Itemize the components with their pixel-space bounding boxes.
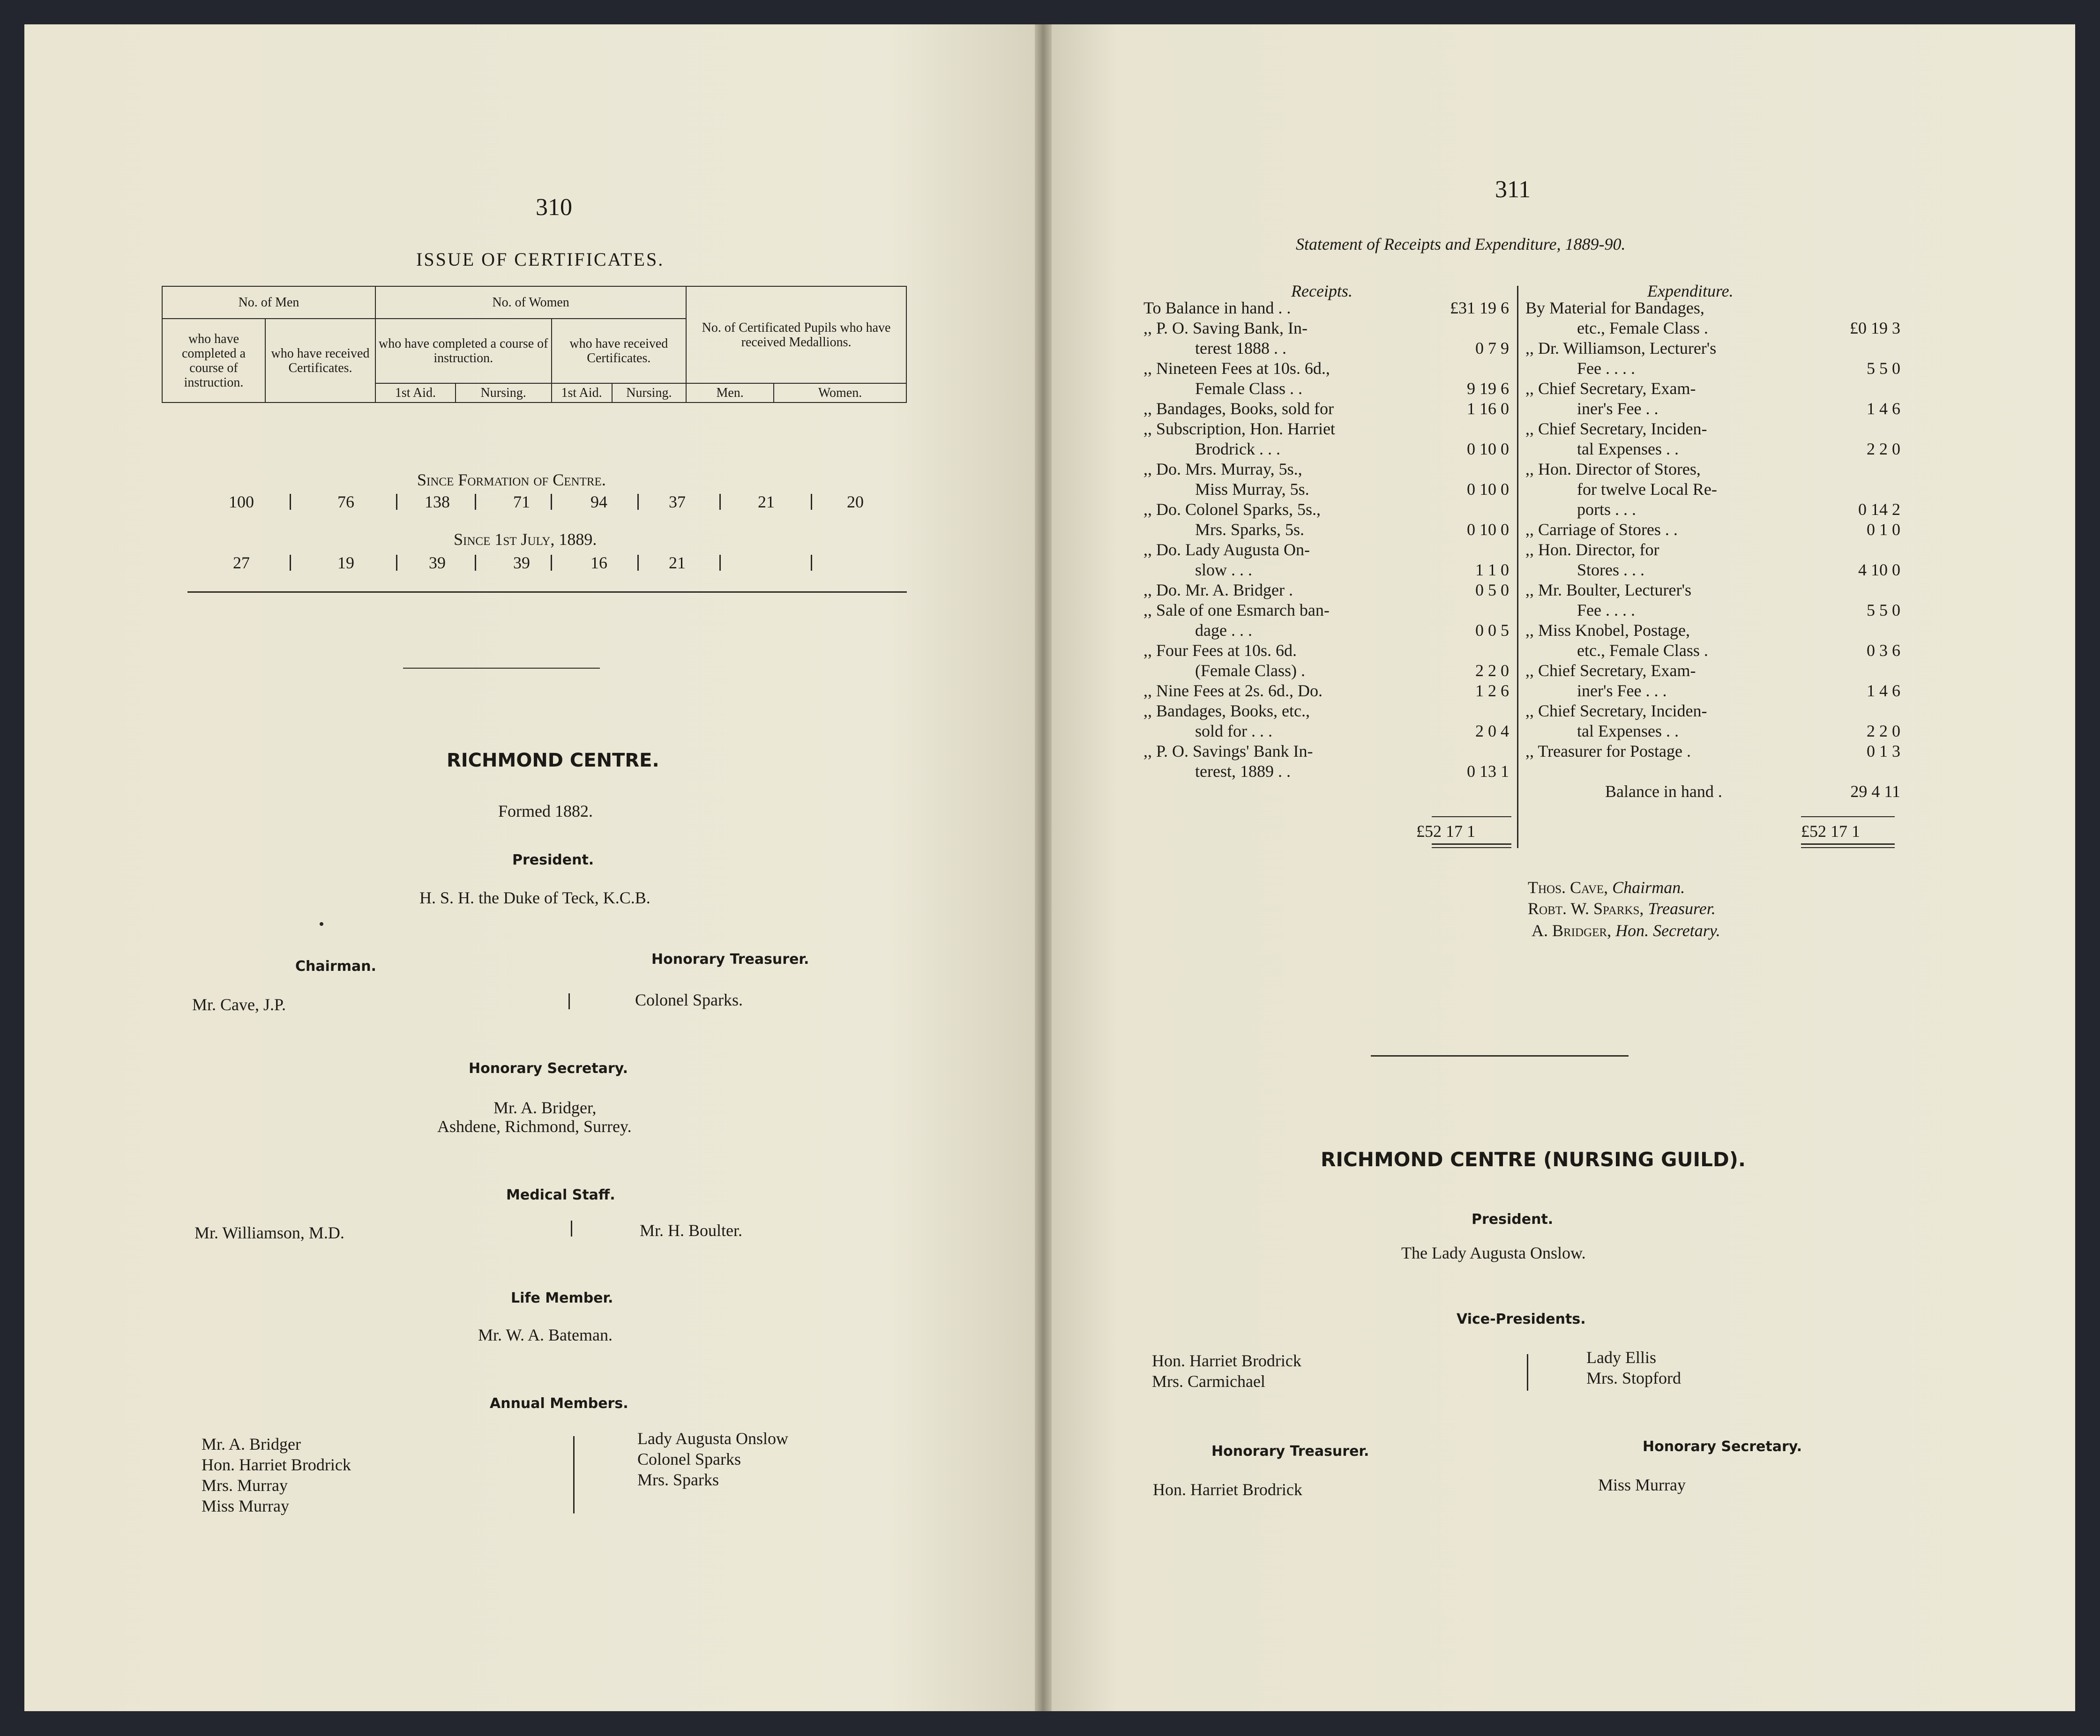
table-cell: 37 [669,492,686,511]
account-line: By Material for Bandages, [1525,298,1704,317]
list-item: Hon. Harriet Brodrick [1152,1351,1301,1370]
first-aid-col-b: 1st Aid. [552,383,612,402]
account-amount: 2 2 0 [1867,440,1900,458]
expenditure-heading: Expenditure. [1647,282,1734,300]
statement-title: Statement of Receipts and Expenditure, 1889-90. [1296,235,1626,253]
cell-separator [637,494,639,510]
men-medal-col: Men. [686,383,774,402]
signatory-role: Chairman. [1612,878,1685,897]
stray-dot [320,922,323,926]
medallions-header: No. of Certificated Pupils who have received Medallions. [686,286,906,383]
list-item: Mrs. Sparks [637,1470,719,1489]
table-cell: 19 [337,553,354,572]
account-line: ,, Do. Mr. A. Bridger . [1143,581,1293,599]
signatory-role: Hon. Secretary. [1615,921,1720,940]
account-amount: 0 7 9 [1475,339,1509,358]
account-amount: 5 5 0 [1867,359,1900,378]
treasurer-heading: Honorary Treasurer. [651,951,809,968]
account-line: terest 1888 . . [1195,339,1286,358]
cell-separator [719,494,721,510]
account-line: terest, 1889 . . [1195,762,1291,781]
account-line: tal Expenses . . [1577,722,1679,740]
account-amount: 2 2 0 [1475,661,1509,680]
section-divider [403,668,600,669]
account-amount: 1 1 0 [1475,560,1509,579]
women-received-header: who have received Certificates. [552,319,687,383]
president-heading: President. [512,852,594,868]
account-line: slow . . . [1195,560,1253,579]
account-amount: 0 14 2 [1858,500,1900,519]
table-cell: 16 [590,553,607,572]
expenditure-total: £52 17 1 [1801,822,1860,841]
account-amount: 1 2 6 [1475,681,1509,700]
right-page [1045,24,2075,1711]
account-line: ,, Dr. Williamson, Lecturer's [1525,339,1717,358]
account-amount: 1 16 0 [1467,399,1509,418]
account-amount: 0 13 1 [1467,762,1509,781]
signatory-name: Thos. Cave, [1528,878,1608,897]
receipts-column [1143,298,1509,836]
table-bottom-rule [187,591,907,593]
table-cell: 39 [429,553,446,572]
signatory-name: Robt. W. Sparks, [1528,899,1644,918]
column-separator [568,993,570,1009]
guild-title: RICHMOND CENTRE (NURSING GUILD). [1321,1148,1746,1171]
account-line: ,, Nine Fees at 2s. 6d., Do. [1143,681,1323,700]
account-line: dage . . . [1195,621,1252,640]
life-member-heading: Life Member. [511,1290,613,1306]
account-line: ports . . . [1577,500,1636,519]
column-separator [571,1221,572,1237]
account-amount: 0 0 5 [1475,621,1509,640]
signature-treasurer [1528,899,1716,918]
account-amount: 0 10 0 [1467,480,1509,499]
signatory-name: A. Bridger, [1532,921,1612,940]
vice-presidents-heading: Vice-Presidents. [1457,1311,1586,1327]
table-cell: 94 [590,492,607,511]
since-july-label: Since 1st July, 1889. [454,530,597,549]
account-amount: 2 0 4 [1475,722,1509,740]
table-cell: 20 [847,492,864,511]
nursing-col-b: Nursing. [612,383,687,402]
cell-separator [811,555,812,571]
signature-secretary [1532,921,1720,940]
account-line: ,, Sale of one Esmarch ban- [1143,601,1330,619]
account-amount: £31 19 6 [1450,298,1509,317]
table-cell: 76 [337,492,354,511]
list-item: Mrs. Carmichael [1152,1372,1265,1391]
page-number-left: 310 [536,194,572,221]
account-amount: 1 4 6 [1867,681,1900,700]
expenditure-column [1525,298,1900,850]
cell-separator [475,555,476,571]
table-cell: 100 [229,492,254,511]
account-amount: 0 3 6 [1867,641,1900,660]
account-line: ,, P. O. Savings' Bank In- [1143,742,1313,760]
list-item: Lady Augusta Onslow [637,1429,788,1448]
table-cell: 138 [425,492,450,511]
account-amount: 1 4 6 [1867,399,1900,418]
receipts-total-rule [1432,843,1511,845]
expenditure-sum-rule [1801,816,1895,817]
account-line: (Female Class) . [1195,661,1305,680]
account-line: ,, Four Fees at 10s. 6d. [1143,641,1297,660]
list-item: Mrs. Stopford [1586,1369,1681,1387]
cell-separator [396,555,397,571]
account-line: ,, Do. Lady Augusta On- [1143,540,1310,559]
account-line: Miss Murray, 5s. [1195,480,1309,499]
table-cell: 27 [233,553,250,572]
account-line: ,, Treasurer for Postage . [1525,742,1691,760]
table-cell: 39 [513,553,530,572]
cell-separator [551,555,552,571]
certificates-title: ISSUE OF CERTIFICATES. [416,249,665,270]
account-amount: 0 10 0 [1467,520,1509,539]
account-line: iner's Fee . . . [1577,681,1667,700]
account-line: Stores . . . [1577,560,1644,579]
account-line: iner's Fee . . [1577,399,1659,418]
men-header: No. of Men [162,286,375,319]
account-line: ,, Chief Secretary, Exam- [1525,661,1696,680]
cell-separator [637,555,639,571]
receipts-heading: Receipts. [1291,282,1353,300]
account-amount: 0 10 0 [1467,440,1509,458]
nursing-col: Nursing. [456,383,552,402]
table-cell: 71 [513,492,530,511]
vice-presidents-right [1586,1347,1681,1388]
account-line: for twelve Local Re- [1577,480,1717,499]
signature-chairman [1528,878,1685,897]
cell-separator [290,555,291,571]
formed-text: Formed 1882. [498,802,593,820]
account-line: To Balance in hand . . [1143,298,1291,317]
since-formation-label: Since Formation of Centre. [417,470,606,489]
certificates-table [162,286,907,403]
account-line: ,, Mr. Boulter, Lecturer's [1525,581,1691,599]
formation-values-row [0,492,1031,513]
annual-members-right [637,1428,788,1490]
account-line: ,, Subscription, Hon. Harriet [1143,419,1335,438]
account-line: Balance in hand . [1605,782,1722,801]
guild-president-heading: President. [1472,1211,1554,1228]
account-line: Brodrick . . . [1195,440,1280,458]
treasurer-name: Colonel Sparks. [635,991,743,1009]
account-line: ,, Bandages, Books, sold for [1143,399,1334,418]
cell-separator [811,494,812,510]
medical-staff-2: Mr. H. Boulter. [640,1221,743,1240]
account-line: ,, Hon. Director, for [1525,540,1659,559]
account-amount: 9 19 6 [1467,379,1509,398]
cell-separator [396,494,397,510]
account-amount: 5 5 0 [1867,601,1900,619]
account-line: Mrs. Sparks, 5s. [1195,520,1305,539]
account-divider [1517,286,1518,848]
account-line: Fee . . . . [1577,359,1635,378]
book-gutter [1035,24,1052,1711]
list-item: Hon. Harriet Brodrick [202,1455,351,1474]
annual-members-heading: Annual Members. [490,1395,628,1412]
section-divider [1371,1055,1629,1057]
guild-secretary-heading: Honorary Secretary. [1643,1438,1802,1455]
chairman-name: Mr. Cave, J.P. [192,995,286,1014]
account-line: Fee . . . . [1577,601,1635,619]
centre-title: RICHMOND CENTRE. [447,750,659,771]
account-line: sold for . . . [1195,722,1272,740]
account-amount: 0 5 0 [1475,581,1509,599]
chairman-heading: Chairman. [295,958,376,975]
july-values-row [0,553,1031,574]
account-line: ,, Chief Secretary, Inciden- [1525,419,1707,438]
life-member-name: Mr. W. A. Bateman. [478,1326,613,1344]
president-name: H. S. H. the Duke of Teck, K.C.B. [419,888,650,907]
list-item: Mr. A. Bridger [202,1435,301,1453]
account-amount: £0 19 3 [1850,319,1900,337]
cell-separator [551,494,552,510]
annual-members-left [202,1434,351,1516]
list-item: Colonel Sparks [637,1450,741,1468]
receipts-total-rule-2 [1432,847,1511,848]
account-amount: 2 2 0 [1867,722,1900,740]
account-line: ,, Hon. Director of Stores, [1525,460,1701,478]
secretary-heading: Honorary Secretary. [469,1060,628,1077]
page-number-right: 311 [1495,176,1531,203]
account-line: etc., Female Class . [1577,319,1708,337]
men-received-header: who have received Certificates. [265,319,375,402]
account-line: ,, Do. Colonel Sparks, 5s., [1143,500,1321,519]
account-line: ,, Carriage of Stores . . [1525,520,1678,539]
receipts-total: £52 17 1 [1416,822,1475,841]
account-line: ,, P. O. Saving Bank, In- [1143,319,1308,337]
account-amount: 0 1 3 [1867,742,1900,760]
list-item: Lady Ellis [1586,1348,1656,1367]
table-cell: 21 [758,492,775,511]
account-amount: 0 1 0 [1867,520,1900,539]
account-line: tal Expenses . . [1577,440,1679,458]
list-item: Mrs. Murray [202,1476,288,1495]
receipts-sum-rule [1432,816,1511,817]
cell-separator [719,555,721,571]
column-separator [1527,1354,1528,1391]
cell-separator [475,494,476,510]
guild-treasurer-heading: Honorary Treasurer. [1211,1443,1369,1460]
account-line: ,, Bandages, Books, etc., [1143,701,1310,720]
account-line: ,, Nineteen Fees at 10s. 6d., [1143,359,1330,378]
account-line: etc., Female Class . [1577,641,1708,660]
account-amount: 4 10 0 [1858,560,1900,579]
women-medal-col: Women. [774,383,906,402]
table-cell: 21 [669,553,686,572]
column-separator [573,1436,575,1513]
women-completed-header: who have completed a course of instruction. [375,319,552,383]
list-item: Miss Murray [202,1497,289,1515]
men-completed-header: who have completed a course of instruction. [162,319,265,402]
signatory-role: Treasurer. [1648,899,1716,918]
account-line: ,, Chief Secretary, Inciden- [1525,701,1707,720]
secretary-line-1: Mr. A. Bridger, [493,1098,597,1117]
medical-heading: Medical Staff. [506,1187,615,1203]
account-amount: 29 4 11 [1850,782,1900,801]
expenditure-total-rule [1801,843,1895,845]
account-line: ,, Do. Mrs. Murray, 5s., [1143,460,1302,478]
women-header: No. of Women [375,286,686,319]
first-aid-col: 1st Aid. [375,383,456,402]
account-line: ,, Miss Knobel, Postage, [1525,621,1690,640]
expenditure-total-rule-2 [1801,847,1895,848]
account-line: Female Class . . [1195,379,1302,398]
secretary-line-2: Ashdene, Richmond, Surrey. [437,1117,632,1136]
guild-secretary-name: Miss Murray [1598,1475,1686,1494]
guild-treasurer-name: Hon. Harriet Brodrick [1153,1480,1302,1499]
account-line: ,, Chief Secretary, Exam- [1525,379,1696,398]
cell-separator [290,494,291,510]
vice-presidents-left [1152,1350,1301,1392]
medical-staff-1: Mr. Williamson, M.D. [194,1223,344,1242]
guild-president-name: The Lady Augusta Onslow. [1401,1244,1586,1262]
